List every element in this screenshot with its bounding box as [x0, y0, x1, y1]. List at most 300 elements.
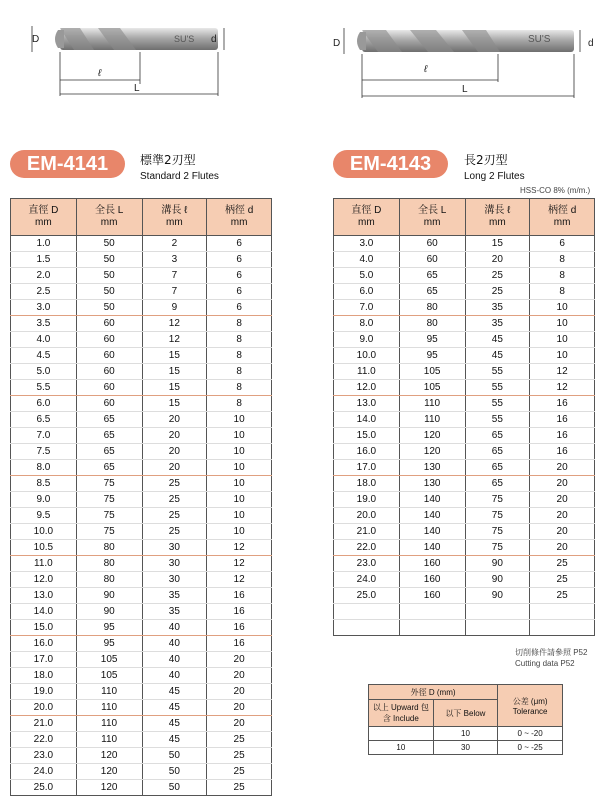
model-badge-em4141: EM-4141	[10, 150, 125, 178]
table-cell: 8	[207, 348, 272, 364]
table-cell: 3.0	[11, 300, 77, 316]
table-cell: 5.5	[11, 380, 77, 396]
table-cell: 50	[142, 780, 207, 796]
table-cell: 6	[207, 300, 272, 316]
table-cell: 50	[142, 748, 207, 764]
table-cell: 40	[142, 636, 207, 652]
table-row	[334, 380, 595, 396]
table-cell: 8.5	[11, 476, 77, 492]
tol-header-tolerance: 公差 (μm) Tolerance	[498, 685, 563, 727]
table-row	[334, 492, 595, 508]
table-row	[11, 332, 272, 348]
table-cell: 16	[530, 428, 595, 444]
em4143-spec-table	[333, 198, 595, 636]
end-mill-drawing-icon	[28, 18, 228, 100]
table-cell: 7.0	[11, 428, 77, 444]
table-cell: 10	[530, 316, 595, 332]
table-cell: 10.0	[334, 348, 400, 364]
table-cell: 23.0	[334, 556, 400, 572]
table-cell: 1.0	[11, 236, 77, 252]
table-cell: 20	[207, 668, 272, 684]
table-cell: 20	[465, 252, 530, 268]
table-cell: 90	[465, 572, 530, 588]
table-cell: 105	[399, 364, 465, 380]
table-cell: 140	[399, 524, 465, 540]
table-cell: 9.0	[11, 492, 77, 508]
table-cell: 105	[76, 668, 142, 684]
table-cell: 75	[465, 508, 530, 524]
table-row	[11, 604, 272, 620]
shank-label: d	[211, 34, 217, 45]
table-cell: 8	[530, 268, 595, 284]
table-cell: 19.0	[334, 492, 400, 508]
table-cell: 20	[530, 476, 595, 492]
table-row: 10 0 ~ -20	[369, 727, 563, 741]
table-row	[11, 764, 272, 780]
table-cell: 11.0	[334, 364, 400, 380]
table-cell: 2	[142, 236, 207, 252]
table-cell: 6.0	[11, 396, 77, 412]
table-cell: 7	[142, 284, 207, 300]
table-cell: 65	[399, 268, 465, 284]
table-cell: 25	[207, 780, 272, 796]
series-title-en: Long 2 Flutes	[464, 171, 525, 182]
table-cell: 24.0	[334, 572, 400, 588]
table-cell: 6	[530, 236, 595, 252]
empty-row	[334, 620, 595, 636]
table-cell: 12	[530, 380, 595, 396]
table-cell: 25	[207, 764, 272, 780]
table-row	[11, 668, 272, 684]
table-cell: 6	[207, 268, 272, 284]
table-cell: 140	[399, 508, 465, 524]
table-cell: 13.0	[11, 588, 77, 604]
table-cell: 60	[399, 252, 465, 268]
table-cell: 20.0	[11, 700, 77, 716]
table-cell: 4.5	[11, 348, 77, 364]
table-cell: 45	[142, 684, 207, 700]
table-cell: 8.0	[334, 316, 400, 332]
table-cell: 60	[399, 236, 465, 252]
table-cell: 105	[399, 380, 465, 396]
shank-label: d	[588, 38, 594, 49]
table-cell: 10	[207, 508, 272, 524]
table-cell: 30	[142, 572, 207, 588]
table-cell: 55	[465, 412, 530, 428]
flute-length-label: ℓ	[98, 68, 102, 79]
table-row	[11, 284, 272, 300]
table-cell: 65	[76, 444, 142, 460]
table-cell: 25.0	[334, 588, 400, 604]
table-cell: 65	[76, 428, 142, 444]
table-row	[11, 572, 272, 588]
table-cell: 10	[207, 444, 272, 460]
empty-row	[334, 604, 595, 620]
table-cell: 3.0	[334, 236, 400, 252]
table-cell: 80	[76, 556, 142, 572]
table-cell: 90	[76, 604, 142, 620]
table-row	[11, 412, 272, 428]
table-cell: 30	[142, 556, 207, 572]
table-row	[11, 652, 272, 668]
table-cell: 17.0	[334, 460, 400, 476]
table-row	[334, 540, 595, 556]
table-cell: 20	[530, 492, 595, 508]
table-cell: 12.0	[334, 380, 400, 396]
table-cell: 24.0	[11, 764, 77, 780]
table-cell: 2.0	[11, 268, 77, 284]
table-row	[334, 316, 595, 332]
table-cell: 20	[207, 700, 272, 716]
table-cell: 20.0	[334, 508, 400, 524]
table-cell: 95	[76, 620, 142, 636]
table-cell: 140	[399, 540, 465, 556]
table-row	[11, 236, 272, 252]
table-cell: 75	[76, 508, 142, 524]
table-cell: 8	[207, 316, 272, 332]
table-cell: 25	[530, 556, 595, 572]
table-cell: 35	[465, 316, 530, 332]
table-row	[334, 252, 595, 268]
table-cell: 12.0	[11, 572, 77, 588]
table-cell: 20	[142, 460, 207, 476]
table-row	[11, 716, 272, 732]
col-header-shank: 柄徑 d mm	[207, 199, 272, 236]
series-title-en: Standard 2 Flutes	[140, 171, 219, 182]
table-row	[11, 780, 272, 796]
table-cell: 12	[142, 316, 207, 332]
table-cell: 20	[530, 508, 595, 524]
table-cell: 75	[465, 492, 530, 508]
col-header-length: 全長 L mm	[399, 199, 465, 236]
table-cell: 55	[465, 364, 530, 380]
table-cell: 50	[76, 268, 142, 284]
table-row: 10 30 0 ~ -25	[369, 741, 563, 755]
table-cell: 75	[465, 540, 530, 556]
table-cell: 55	[465, 380, 530, 396]
table-cell: 5.0	[11, 364, 77, 380]
table-cell: 11.0	[11, 556, 77, 572]
table-cell: 110	[399, 396, 465, 412]
table-cell: 12	[207, 556, 272, 572]
table-cell: 23.0	[11, 748, 77, 764]
table-cell: 105	[76, 652, 142, 668]
table-cell: 10	[530, 348, 595, 364]
table-row	[334, 364, 595, 380]
table-cell: 15.0	[334, 428, 400, 444]
table-cell: 60	[76, 396, 142, 412]
table-cell: 16	[530, 412, 595, 428]
table-cell: 160	[399, 572, 465, 588]
table-cell: 65	[465, 476, 530, 492]
table-cell: 25	[142, 476, 207, 492]
table-cell: 8	[530, 252, 595, 268]
table-cell: 10	[207, 412, 272, 428]
table-row	[334, 300, 595, 316]
table-cell: 10.0	[11, 524, 77, 540]
table-cell: 12	[530, 364, 595, 380]
table-cell: 90	[465, 556, 530, 572]
brand-mark: SU'S	[174, 34, 195, 44]
table-cell: 45	[142, 716, 207, 732]
table-cell: 65	[465, 444, 530, 460]
table-cell: 20	[142, 444, 207, 460]
table-row	[11, 444, 272, 460]
table-row	[334, 556, 595, 572]
table-cell: 50	[76, 300, 142, 316]
table-row	[11, 396, 272, 412]
table-cell: 120	[76, 764, 142, 780]
table-cell: 20	[530, 540, 595, 556]
table-cell: 20	[207, 652, 272, 668]
table-cell: 75	[465, 524, 530, 540]
table-cell: 12	[207, 540, 272, 556]
table-row	[334, 236, 595, 252]
table-cell: 16	[207, 588, 272, 604]
table-cell: 16	[207, 636, 272, 652]
table-cell: 35	[465, 300, 530, 316]
table-cell: 20	[530, 460, 595, 476]
table-cell: 10	[207, 524, 272, 540]
table-cell: 3.5	[11, 316, 77, 332]
table-cell: 15	[142, 364, 207, 380]
table-cell: 80	[76, 572, 142, 588]
table-cell: 120	[399, 444, 465, 460]
table-cell: 9.5	[11, 508, 77, 524]
table-cell: 75	[76, 524, 142, 540]
table-row	[11, 748, 272, 764]
table-row	[334, 396, 595, 412]
table-cell: 65	[465, 428, 530, 444]
table-cell: 10	[530, 300, 595, 316]
table-cell: 6	[207, 252, 272, 268]
table-cell: 21.0	[334, 524, 400, 540]
table-cell: 15	[465, 236, 530, 252]
table-cell: 160	[399, 556, 465, 572]
table-row	[11, 620, 272, 636]
table-cell: 50	[76, 252, 142, 268]
table-cell: 16	[530, 396, 595, 412]
table-row	[334, 524, 595, 540]
table-cell: 20	[142, 428, 207, 444]
tol-header-upward: 以上 Upward 包含 Include	[369, 700, 434, 727]
table-row	[11, 700, 272, 716]
table-cell: 14.0	[334, 412, 400, 428]
table-cell: 35	[142, 588, 207, 604]
table-cell: 25	[465, 268, 530, 284]
table-row	[334, 460, 595, 476]
table-cell: 18.0	[334, 476, 400, 492]
table-row	[11, 476, 272, 492]
table-row	[11, 300, 272, 316]
table-cell: 20	[207, 716, 272, 732]
table-cell: 40	[142, 652, 207, 668]
table-row	[11, 684, 272, 700]
table-cell: 25	[207, 732, 272, 748]
table-cell: 25	[530, 588, 595, 604]
col-header-flute: 溝長 ℓ mm	[142, 199, 207, 236]
table-cell: 95	[399, 332, 465, 348]
table-cell: 120	[76, 748, 142, 764]
table-cell: 8	[207, 380, 272, 396]
table-cell: 45	[142, 732, 207, 748]
table-row	[334, 572, 595, 588]
table-cell: 20	[530, 524, 595, 540]
table-cell: 20	[207, 684, 272, 700]
table-cell: 14.0	[11, 604, 77, 620]
table-cell: 80	[399, 300, 465, 316]
table-row	[334, 444, 595, 460]
table-cell: 45	[142, 700, 207, 716]
table-cell: 30	[142, 540, 207, 556]
table-row	[11, 428, 272, 444]
table-row	[334, 284, 595, 300]
table-cell: 95	[399, 348, 465, 364]
table-row	[334, 428, 595, 444]
table-cell: 55	[465, 396, 530, 412]
table-cell: 90	[465, 588, 530, 604]
table-cell: 25	[530, 572, 595, 588]
table-row	[11, 524, 272, 540]
table-cell: 110	[76, 732, 142, 748]
table-cell: 60	[76, 316, 142, 332]
table-cell: 50	[142, 764, 207, 780]
overall-length-label: L	[134, 83, 140, 94]
table-row	[11, 348, 272, 364]
table-cell: 90	[76, 588, 142, 604]
table-cell: 16	[530, 444, 595, 460]
table-row	[11, 380, 272, 396]
table-cell: 130	[399, 476, 465, 492]
table-row	[11, 460, 272, 476]
table-cell: 120	[76, 780, 142, 796]
table-cell: 17.0	[11, 652, 77, 668]
table-cell: 6.5	[11, 412, 77, 428]
table-cell: 40	[142, 668, 207, 684]
table-cell: 20	[142, 412, 207, 428]
table-row	[334, 268, 595, 284]
tol-header-outer: 外徑 D (mm)	[369, 685, 498, 700]
col-header-shank: 柄徑 d mm	[530, 199, 595, 236]
table-cell: 160	[399, 588, 465, 604]
table-cell: 40	[142, 620, 207, 636]
table-cell: 10	[207, 476, 272, 492]
table-cell: 22.0	[334, 540, 400, 556]
table-row	[11, 492, 272, 508]
table-cell: 9	[142, 300, 207, 316]
table-cell: 6	[207, 284, 272, 300]
table-cell: 10	[207, 492, 272, 508]
table-row	[11, 252, 272, 268]
table-cell: 25	[142, 508, 207, 524]
table-row	[11, 268, 272, 284]
table-cell: 60	[76, 332, 142, 348]
col-header-diameter: 直徑 D mm	[334, 199, 400, 236]
table-cell: 8	[207, 396, 272, 412]
table-cell: 95	[76, 636, 142, 652]
table-cell: 4.0	[11, 332, 77, 348]
table-row	[11, 588, 272, 604]
table-row	[334, 412, 595, 428]
table-cell: 4.0	[334, 252, 400, 268]
col-header-length: 全長 L mm	[76, 199, 142, 236]
table-cell: 140	[399, 492, 465, 508]
overall-length-label: L	[462, 84, 468, 95]
table-row	[334, 508, 595, 524]
table-cell: 2.5	[11, 284, 77, 300]
table-cell: 7.5	[11, 444, 77, 460]
table-cell: 25	[142, 524, 207, 540]
brand-mark: SU'S	[528, 34, 551, 45]
table-cell: 60	[76, 364, 142, 380]
material-note: HSS-CO 8% (m/m.)	[520, 186, 591, 195]
tolerance-table	[368, 684, 563, 755]
table-cell: 110	[399, 412, 465, 428]
table-cell: 7.0	[334, 300, 400, 316]
tol-header-below: 以下 Below	[433, 700, 498, 727]
col-header-flute: 溝長 ℓ mm	[465, 199, 530, 236]
table-row	[11, 732, 272, 748]
table-cell: 120	[399, 428, 465, 444]
table-cell: 15	[142, 396, 207, 412]
table-cell: 35	[142, 604, 207, 620]
table-cell: 75	[76, 492, 142, 508]
table-cell: 12	[207, 572, 272, 588]
table-cell: 75	[76, 476, 142, 492]
table-row	[334, 332, 595, 348]
table-row	[11, 364, 272, 380]
table-cell: 80	[76, 540, 142, 556]
table-cell: 8	[207, 364, 272, 380]
table-row	[11, 540, 272, 556]
table-cell: 19.0	[11, 684, 77, 700]
table-cell: 15	[142, 380, 207, 396]
table-cell: 12	[142, 332, 207, 348]
table-cell: 13.0	[334, 396, 400, 412]
table-cell: 16	[207, 620, 272, 636]
table-cell: 50	[76, 236, 142, 252]
table-cell: 8	[207, 332, 272, 348]
table-row	[11, 636, 272, 652]
table-row	[11, 316, 272, 332]
table-cell: 80	[399, 316, 465, 332]
table-cell: 110	[76, 684, 142, 700]
em4141-spec-table	[10, 198, 272, 796]
cutting-note-cn: 切削條件請參照 P52	[515, 648, 588, 657]
table-cell: 45	[465, 332, 530, 348]
table-row	[334, 476, 595, 492]
table-cell: 110	[76, 716, 142, 732]
table-cell: 15.0	[11, 620, 77, 636]
table-cell: 25	[207, 748, 272, 764]
table-cell: 6.0	[334, 284, 400, 300]
table-cell: 10	[207, 428, 272, 444]
table-cell: 3	[142, 252, 207, 268]
table-cell: 16.0	[11, 636, 77, 652]
table-cell: 15	[142, 348, 207, 364]
table-cell: 25	[142, 492, 207, 508]
table-row	[334, 588, 595, 604]
table-cell: 110	[76, 700, 142, 716]
table-cell: 65	[465, 460, 530, 476]
table-cell: 5.0	[334, 268, 400, 284]
table-cell: 6	[207, 236, 272, 252]
table-cell: 45	[465, 348, 530, 364]
diameter-label: D	[333, 38, 341, 49]
table-cell: 25	[465, 284, 530, 300]
table-cell: 9.0	[334, 332, 400, 348]
table-cell: 10.5	[11, 540, 77, 556]
